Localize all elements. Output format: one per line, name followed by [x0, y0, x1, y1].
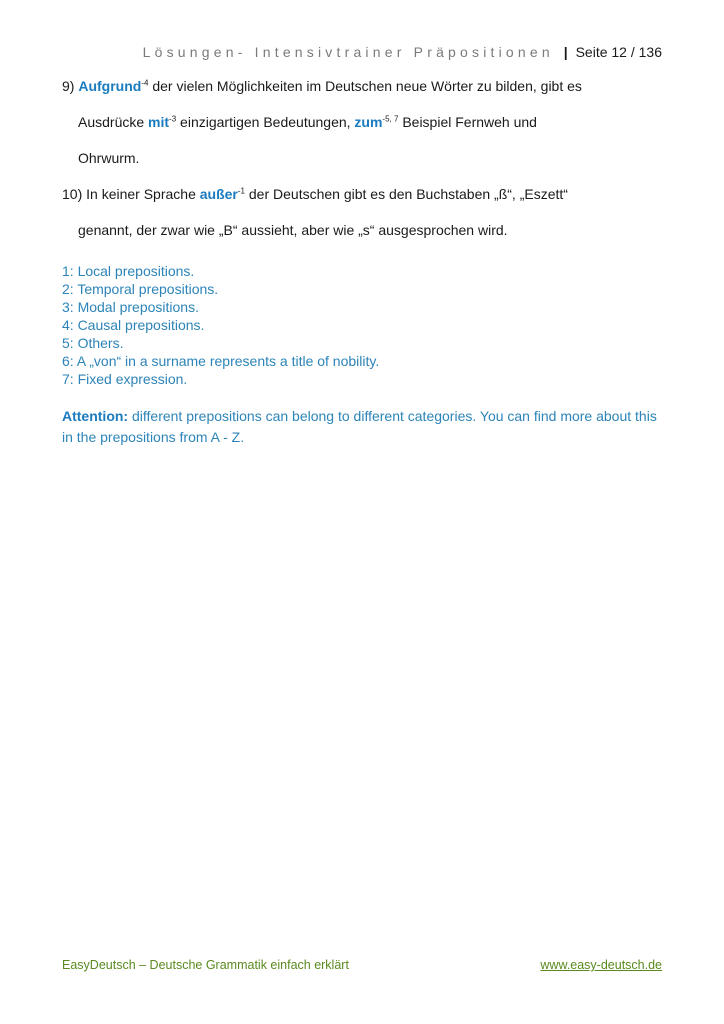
content — [62, 76, 672, 448]
category-ref: -4 — [141, 78, 149, 88]
answer-keyword: zum — [354, 114, 383, 130]
legend-item: 1: Local prepositions. — [62, 263, 195, 279]
page-number: Seite 12 / 136 — [575, 44, 662, 60]
category-legend — [62, 262, 672, 388]
website-link[interactable]: www.easy-deutsch.de — [540, 958, 662, 972]
page-header — [143, 44, 662, 60]
page-footer — [62, 958, 662, 972]
attention-text: different prepositions can belong to different categories. You can find more about this in the prepositions from A - Z. — [62, 408, 657, 445]
answer-keyword: mit — [148, 114, 170, 130]
category-ref: -3 — [169, 114, 177, 124]
exercise-9 — [62, 76, 672, 184]
exercise-line: 9) Aufgrund$^{-4}$ der vielen Möglichkeiten im Deutschen neue Wörter zu bilden, gibt es — [62, 78, 582, 94]
legend-item: 3: Modal prepositions. — [62, 299, 199, 315]
legend-item: 7: Fixed expression. — [62, 371, 188, 387]
answer-keyword: Aufgrund — [78, 78, 142, 94]
exercise-line: Ohrwurm. — [78, 150, 140, 166]
legend-item: 2: Temporal prepositions. — [62, 281, 219, 297]
exercise-line: Ausdrücke mit$^{-3}$ einzigartigen Bedeutungen, zum$^{-5, 7}$ Beispiel Fernweh und — [78, 114, 537, 130]
legend-item: 4: Causal prepositions. — [62, 317, 205, 333]
exercise-10 — [62, 184, 672, 256]
legend-item: 5: Others. — [62, 335, 124, 351]
header-separator: | — [563, 44, 568, 60]
attention-label: Attention: — [62, 408, 129, 424]
document-title: Lösungen- Intensivtrainer Präpositionen — [142, 44, 554, 60]
category-ref: -1 — [237, 186, 245, 196]
exercise-line: genannt, der zwar wie „B“ aussieht, aber wie „s“ ausgesprochen wird. — [78, 222, 508, 238]
exercise-line: 10) In keiner Sprache außer$^{-1}$ der Deutschen gibt es den Buchstaben „ß“, „Eszett“ — [62, 186, 568, 202]
answer-keyword: außer — [199, 186, 238, 202]
legend-item: 6: A „von“ in a surname represents a title of nobility. — [62, 353, 380, 369]
category-ref: -5, 7 — [382, 114, 399, 124]
attention-note — [62, 406, 662, 448]
footer-tagline: EasyDeutsch – Deutsche Grammatik einfach erklärt — [62, 958, 349, 972]
